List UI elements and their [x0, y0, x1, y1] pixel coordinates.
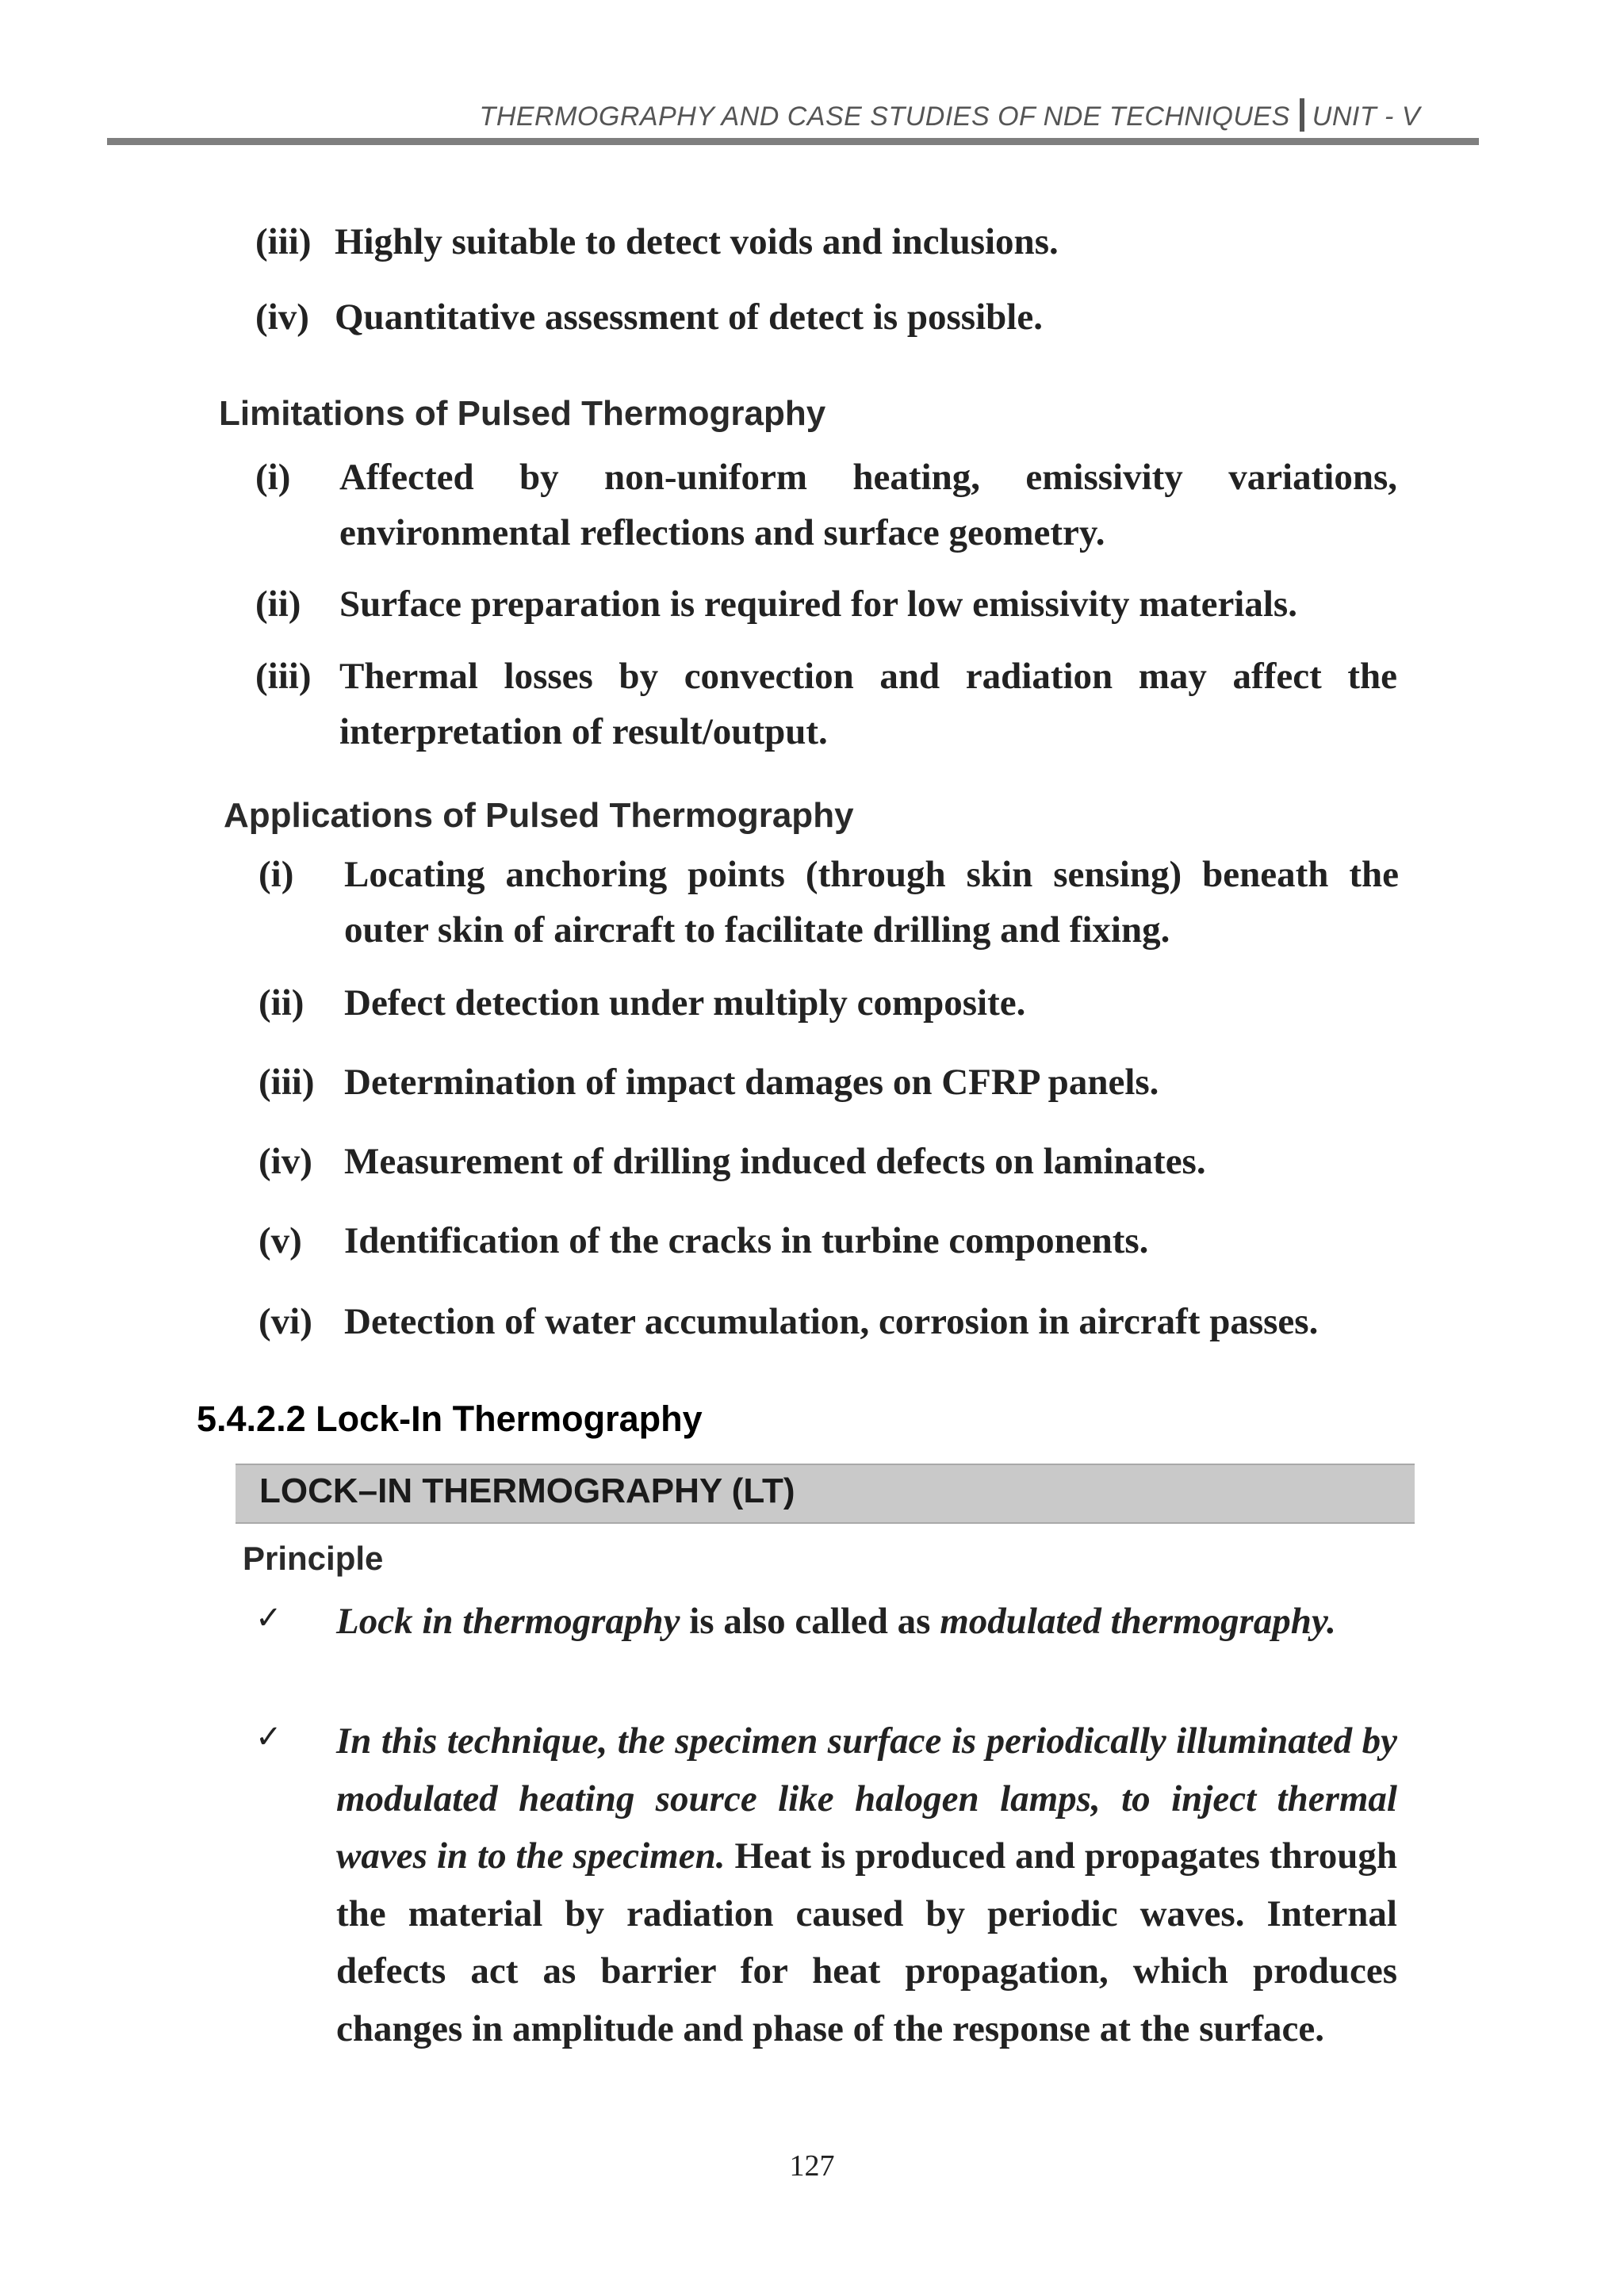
item-label: (ii) — [259, 982, 304, 1024]
list-item — [255, 450, 1397, 561]
item-label: (ii) — [255, 584, 301, 625]
item-text: Affected by non-uniform heating, emissivity variations, environmental reflections and surface geometry. — [339, 457, 1397, 553]
item-text: Defect detection under multiply composite. — [344, 982, 1026, 1024]
header-separator — [1300, 98, 1304, 132]
list-item — [259, 1134, 1400, 1189]
item-label: (iv) — [259, 1141, 312, 1182]
item-label: (iv) — [255, 297, 309, 338]
checkmark-icon: ✓ — [255, 1719, 282, 1755]
page-number: 127 — [789, 2149, 835, 2183]
italic-text: In this technique, the specimen surface is periodically illuminated by modulated heating source like halogen lamps, to inject thermal waves in to the specimen. — [336, 1720, 1397, 1877]
italic-term: modulated thermography. — [940, 1601, 1336, 1642]
item-text: Surface preparation is required for low emissivity materials. — [339, 584, 1297, 625]
list-item — [255, 649, 1397, 760]
list-item — [259, 975, 1400, 1031]
item-text: Thermal losses by convection and radiation may affect the interpretation of result/output. — [339, 656, 1397, 752]
plain-text: Heat is produced and propagates through the material by radiation caused by periodic waves. Internal defects act as barrier for heat propagation, which produces changes in amplitude and phase of the response at the surface. — [336, 1835, 1397, 2049]
list-item — [259, 847, 1400, 958]
banner-label: LOCK–IN THERMOGRAPHY (LT) — [259, 1471, 795, 1510]
running-header — [0, 98, 1420, 132]
item-label: (iii) — [255, 221, 312, 262]
item-text: Identification of the cracks in turbine components. — [344, 1220, 1149, 1261]
item-label: (iii) — [259, 1062, 315, 1103]
limitations-heading: Limitations of Pulsed Thermography — [219, 394, 826, 433]
list-item — [255, 289, 1405, 345]
item-label: (i) — [255, 457, 291, 498]
header-unit: UNIT - V — [1312, 101, 1420, 132]
list-item — [255, 576, 1397, 632]
item-label: (v) — [259, 1220, 302, 1261]
item-label: (iii) — [255, 656, 312, 697]
header-title: THERMOGRAPHY AND CASE STUDIES OF NDE TECHNIQUES — [479, 101, 1290, 132]
list-item — [259, 1213, 1400, 1269]
item-text: Determination of impact damages on CFRP panels. — [344, 1062, 1159, 1103]
section-banner — [236, 1464, 1415, 1524]
checkmark-icon: ✓ — [255, 1600, 282, 1636]
header-rule — [107, 138, 1479, 145]
item-text: Detection of water accumulation, corrosion in aircraft passes. — [344, 1301, 1319, 1342]
item-text: Measurement of drilling induced defects on laminates. — [344, 1141, 1206, 1182]
list-item — [259, 1294, 1400, 1349]
item-label: (vi) — [259, 1301, 312, 1342]
item-text: Quantitative assessment of detect is possible. — [335, 297, 1043, 338]
item-text: Locating anchoring points (through skin sensing) beneath the outer skin of aircraft to facilitate drilling and fixing. — [344, 854, 1399, 951]
list-item — [255, 214, 1405, 270]
item-text: Highly suitable to detect voids and inclusions. — [335, 221, 1059, 262]
item-label: (i) — [259, 854, 294, 895]
principle-heading: Principle — [243, 1540, 384, 1577]
plain-text: is also called as — [680, 1601, 940, 1642]
section-title: 5.4.2.2 Lock-In Thermography — [197, 1399, 703, 1439]
bullet-text — [336, 1712, 1397, 2057]
italic-term: Lock in thermography — [336, 1601, 680, 1642]
list-item — [259, 1054, 1400, 1110]
applications-heading: Applications of Pulsed Thermography — [224, 796, 854, 835]
bullet-text — [336, 1594, 1397, 1649]
